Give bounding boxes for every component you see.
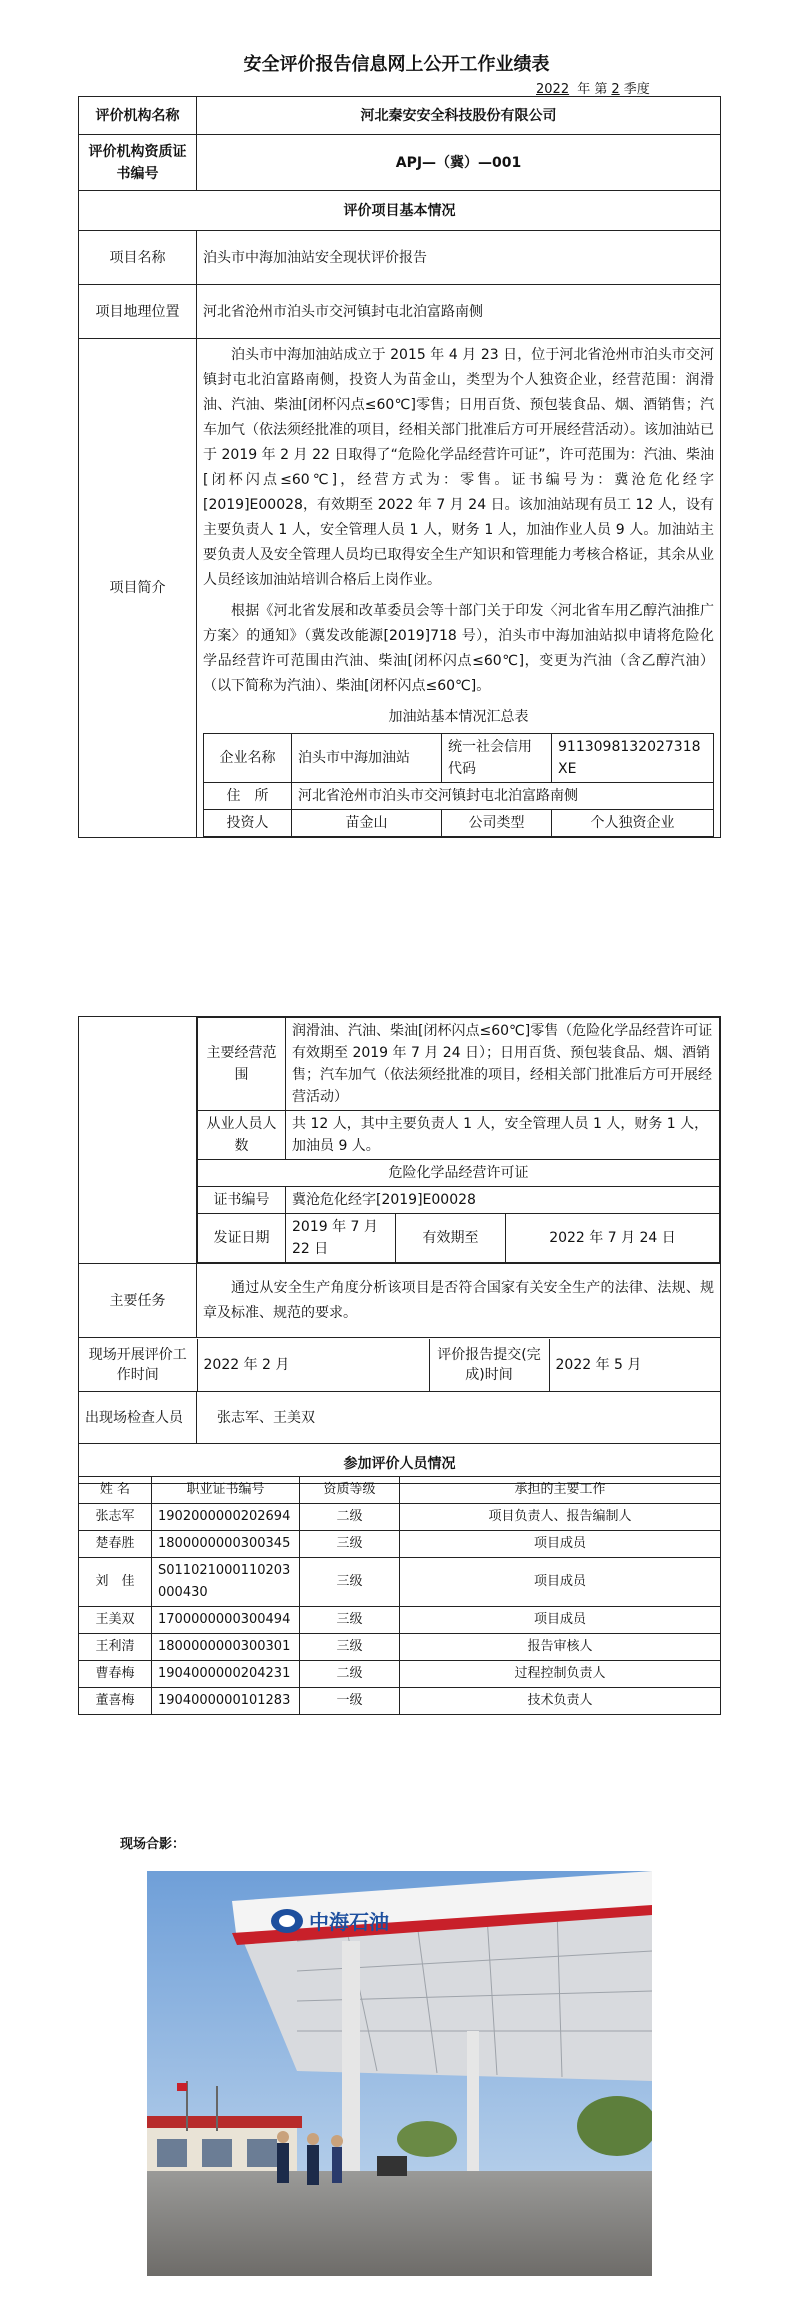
business-scope-label: 主要经营范围 <box>198 1018 286 1111</box>
summary-table-continued <box>197 1017 720 1263</box>
inspectors-value: 张志军、王美双 <box>197 1392 721 1444</box>
person-cert: 1902000000202694 <box>152 1504 300 1531</box>
table-row <box>79 1607 721 1634</box>
table-row <box>79 1531 721 1558</box>
credit-code-value: 9113098132027318XE <box>552 734 714 783</box>
person-name: 董喜梅 <box>79 1688 152 1715</box>
brand-sign-text: 中海石油 <box>309 1910 389 1934</box>
quarter-suffix: 季度 <box>623 82 650 97</box>
investor-label: 投资人 <box>204 810 292 837</box>
summary-table <box>203 733 714 837</box>
report-time-label: 评价报告提交(完成)时间 <box>429 1339 549 1391</box>
site-time-table <box>79 1339 720 1391</box>
org-name-value: 河北秦安安全科技股份有限公司 <box>197 97 721 135</box>
main-table-part2 <box>78 1016 721 1484</box>
company-type-value: 个人独资企业 <box>552 810 714 837</box>
issue-date-value: 2019 年 7 月 22 日 <box>286 1214 396 1263</box>
person-level: 三级 <box>300 1558 400 1607</box>
person-level: 二级 <box>300 1661 400 1688</box>
project-location-value: 河北省沧州市泊头市交河镇封屯北泊富路南侧 <box>197 285 721 339</box>
person-name: 王利清 <box>79 1634 152 1661</box>
site-time-row <box>79 1338 721 1392</box>
valid-until-value: 2022 年 7 月 24 日 <box>506 1214 720 1263</box>
permit-number-label: 证书编号 <box>198 1187 286 1214</box>
inspectors-label: 出现场检查人员 <box>79 1392 197 1444</box>
address-value: 河北省沧州市泊头市交河镇封屯北泊富路南侧 <box>292 783 714 810</box>
person-cert: S011021000110203000430 <box>152 1558 300 1607</box>
person-work: 报告审核人 <box>400 1634 721 1661</box>
people-header-level: 资质等级 <box>300 1477 400 1504</box>
site-time-label: 现场开展评价工作时间 <box>79 1339 197 1391</box>
person-level: 三级 <box>300 1531 400 1558</box>
person-work: 过程控制负责人 <box>400 1661 721 1688</box>
quarter-prefix: 第 <box>594 82 608 97</box>
main-task-text: 通过从安全生产角度分析该项目是否符合国家有关安全生产的法律、法规、规章及标准、规范的要求。 <box>203 1279 714 1321</box>
person-cert: 1904000000101283 <box>152 1688 300 1715</box>
people-header-work: 承担的主要工作 <box>400 1477 721 1504</box>
year-value: 2022 <box>536 82 570 97</box>
company-name-label: 企业名称 <box>204 734 292 783</box>
photo-label: 现场合影： <box>120 1837 186 1852</box>
project-name-value: 泊头市中海加油站安全现状评价报告 <box>197 231 721 285</box>
main-task-value <box>197 1264 721 1338</box>
person-name: 张志军 <box>79 1504 152 1531</box>
project-intro-paragraph-2: 根据《河北省发展和改革委员会等十部门关于印发〈河北省车用乙醇汽油推广方案〉的通知》（冀发改能源[2019]718 号），泊头市中海加油站拟申请将危险化学品经营许可范围由汽油、柴油[闭杯闪点≤60℃]，变更为汽油（含乙醇汽油）（以下简称为汽油）、柴油[闭杯闪点≤60℃]。 <box>203 603 714 694</box>
person-cert: 1904000000204231 <box>152 1661 300 1688</box>
table-row <box>79 1558 721 1607</box>
report-period <box>532 78 650 97</box>
company-type-label: 公司类型 <box>442 810 552 837</box>
issue-date-label: 发证日期 <box>198 1214 286 1263</box>
org-cert-value: APJ—（冀）—001 <box>197 135 721 191</box>
person-work: 项目成员 <box>400 1607 721 1634</box>
person-level: 三级 <box>300 1607 400 1634</box>
brand-sign-logo <box>271 1909 303 1933</box>
credit-code-label: 统一社会信用代码 <box>442 734 552 783</box>
summary-continued-cell <box>197 1017 721 1264</box>
person-work: 项目成员 <box>400 1531 721 1558</box>
person-level: 三级 <box>300 1634 400 1661</box>
section-people-title: 参加评价人员情况 <box>79 1444 721 1484</box>
site-group-photo <box>147 1871 652 2276</box>
person-work: 项目成员 <box>400 1558 721 1607</box>
section-basic-title: 评价项目基本情况 <box>79 191 721 231</box>
table-row <box>79 1661 721 1688</box>
person-cert: 1800000000300345 <box>152 1531 300 1558</box>
org-name-label: 评价机构名称 <box>79 97 197 135</box>
staff-count-label: 从业人员人数 <box>198 1111 286 1160</box>
people-table <box>78 1476 721 1715</box>
table-row <box>79 1504 721 1531</box>
quarter-value: 2 <box>611 82 620 97</box>
project-intro-paragraph-1: 泊头市中海加油站成立于 2015 年 4 月 23 日，位于河北省沧州市泊头市交河镇封屯北泊富路南侧，投资人为苗金山，类型为个人独资企业，经营范围：润滑油、汽油、柴油[闭杯闪点≤60℃]零售；日用百货、预包装食品、烟、酒销售；汽车加气（依法须经批准的项目，经相关部门批准后方可开展经营活动）。该加油站已于 2019 年 2 月 22 日取得了“危险化学品经营许可证”，许可范围为：汽油、柴油[闭杯闪点≤60℃]，经营方式为：零售。证书编号为：冀沧危化经字[2019]E00028，有效期至 2022 年 7 月 24 日。该加油站现有员工 12 人，设有主要负责人 1 人，安全管理人员 1 人，财务 1 人，加油作业人员 9 人。加油站主要负责人及安全管理人员均已取得安全生产知识和管理能力考核合格证，其余从业人员经该加油站培训合格后上岗作业。 <box>203 347 714 588</box>
person-cert: 1800000000300301 <box>152 1634 300 1661</box>
org-cert-label: 评价机构资质证书编号 <box>79 135 197 191</box>
person-name: 楚春胜 <box>79 1531 152 1558</box>
person-name: 曹春梅 <box>79 1661 152 1688</box>
valid-until-label: 有效期至 <box>396 1214 506 1263</box>
staff-count-value: 共 12 人，其中主要负责人 1 人，安全管理人员 1 人，财务 1 人，加油员 9 人。 <box>286 1111 720 1160</box>
person-level: 一级 <box>300 1688 400 1715</box>
person-cert: 1700000000300494 <box>152 1607 300 1634</box>
person-name: 刘 佳 <box>79 1558 152 1607</box>
project-location-label: 项目地理位置 <box>79 285 197 339</box>
main-task-label: 主要任务 <box>79 1264 197 1338</box>
project-intro-cell <box>197 339 721 838</box>
summary-table-title: 加油站基本情况汇总表 <box>388 709 529 725</box>
permit-title: 危险化学品经营许可证 <box>198 1160 720 1187</box>
company-name-value: 泊头市中海加油站 <box>292 734 442 783</box>
project-name-label: 项目名称 <box>79 231 197 285</box>
investor-value: 苗金山 <box>292 810 442 837</box>
site-time-value: 2022 年 2 月 <box>197 1339 429 1391</box>
photo-illustration <box>147 1871 652 2276</box>
main-table-part1 <box>78 96 721 838</box>
document-title: 安全评价报告信息网上公开工作业绩表 <box>243 54 550 75</box>
person-work: 技术负责人 <box>400 1688 721 1715</box>
people-header-name: 姓 名 <box>79 1477 152 1504</box>
project-intro-label: 项目简介 <box>79 339 197 838</box>
summary-continued-spacer <box>79 1017 197 1264</box>
people-header-row <box>79 1477 721 1504</box>
people-header-cert: 职业证书编号 <box>152 1477 300 1504</box>
person-work: 项目负责人、报告编制人 <box>400 1504 721 1531</box>
permit-number-value: 冀沧危化经字[2019]E00028 <box>286 1187 720 1214</box>
business-scope-value: 润滑油、汽油、柴油[闭杯闪点≤60℃]零售（危险化学品经营许可证有效期至 2019 年 7 月 24 日）；日用百货、预包装食品、烟、酒销售；汽车加气（依法须经批准的项目，经相关部门批准后方可开展经营活动） <box>286 1018 720 1111</box>
table-row <box>79 1634 721 1661</box>
person-level: 二级 <box>300 1504 400 1531</box>
table-row <box>79 1688 721 1715</box>
year-suffix: 年 <box>577 82 591 97</box>
person-name: 王美双 <box>79 1607 152 1634</box>
report-time-value: 2022 年 5 月 <box>549 1339 720 1391</box>
address-label: 住 所 <box>204 783 292 810</box>
